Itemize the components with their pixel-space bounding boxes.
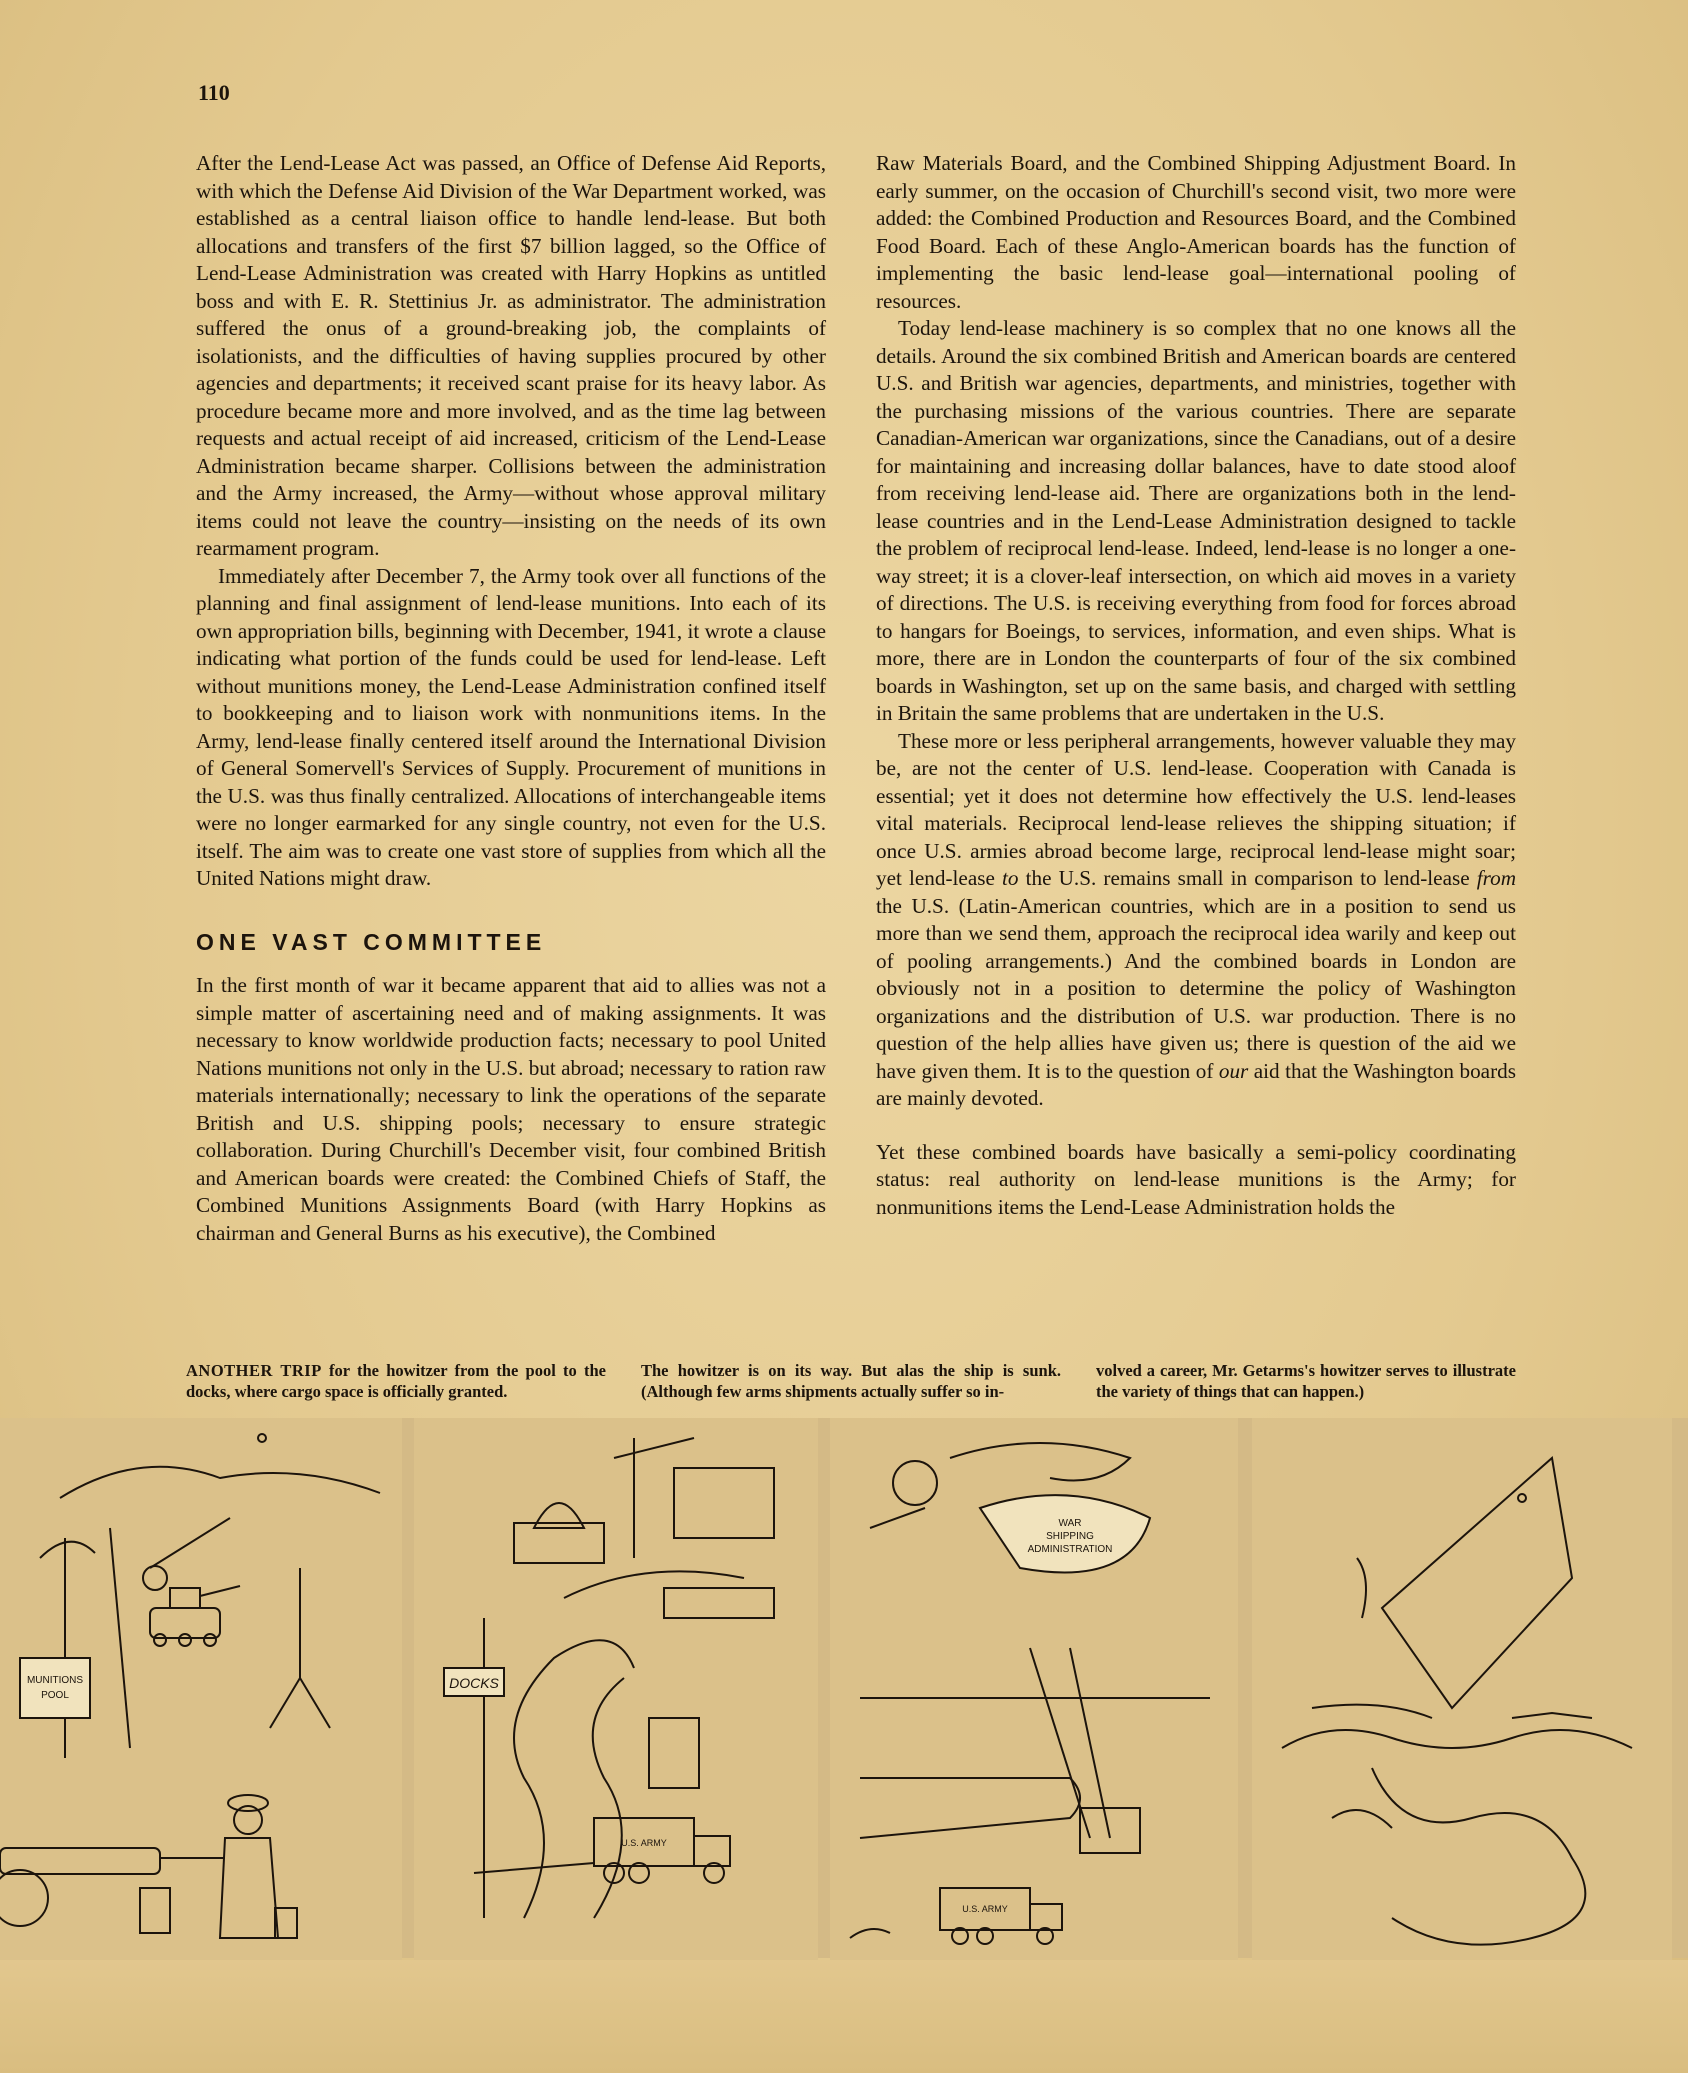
- gun-tripod-icon: [270, 1568, 330, 1728]
- illustration-road-to-docks: [414, 1418, 818, 1960]
- caption-label: ANOTHER TRIP: [186, 1361, 322, 1380]
- illustration-captions: [186, 1360, 1516, 1402]
- svg-text:ADMINISTRATION: ADMINISTRATION: [1027, 1544, 1113, 1555]
- paragraph: Yet these combined boards have basically a semi-policy coordinating status: real authority on lend-lease munitions is the Army; for nonmunitions items the Lend-Lease Administration holds the: [876, 1139, 1516, 1219]
- paragraph: Raw Materials Board, and the Combined Shipping Adjustment Board. In early summer, on the occasion of Churchill's second visit, two more were added: the Combined Production and Resources Board, and the Combined Food Board. Each of these Anglo-American boards has the function of implementing the basic lend-lease goal—international pooling of resources.: [876, 151, 1516, 313]
- svg-text:DOCKS: DOCKS: [449, 1675, 499, 1691]
- illustration-shipping-angel: [830, 1418, 1238, 1960]
- paragraph: Today lend-lease machinery is so complex that no one knows all the details. Around the six combined British and American boards are centered U.S. and British war agencies, departments, and ministries, together with the purchasing missions of the various countries. There are separate Canadian-American war organizations, since the Canadians, out of a desire for maintaining and increasing dollar balances, have to date stood aloof from receiving lend-lease aid. There are organizations both in the lend-lease countries and in the Lend-Lease Administration designed to tackle the problem of reciprocal lend-lease. Indeed, lend-lease is no longer a one-way street; it is a clover-leaf intersection, on which aid moves in a variety of directions. The U.S. is receiving everything from food for forces abroad to hangars for Boeings, to services, information, and even ships. What is more, there are in London the counterparts of four of the six combined boards in Washington, set up on the same basis, and charged with settling in Britain the same problems that are undertaken in the U.S.: [876, 316, 1516, 725]
- page-number: 110: [198, 80, 230, 105]
- section-heading: ONE VAST COMMITTEE: [196, 928, 547, 955]
- tank-icon: [150, 1586, 240, 1646]
- truck-icon: [940, 1888, 1062, 1944]
- paragraph: Immediately after December 7, the Army took over all functions of the planning and final assignment of lend-lease munitions. Into each of its own appropriation bills, beginning with December, 1941, it wrote a clause indicating what portion of the funds could be used for lend-lease. Left without munitions money, the Lend-Lease Administration confined itself to bookkeeping and to liaison work with nonmunitions items. In the Army, lend-lease finally centered itself around the International Division of General Somervell's Services of Supply. Procurement of munitions in the U.S. was thus finally centralized. Allocations of interchangeable items were no longer earmarked for any single country, not even for the U.S. itself. The aim was to create one vast store of supplies from which all the United Nations might draw.: [196, 563, 826, 890]
- caption-1: ANOTHER TRIP for the howitzer from the pool to the docks, where cargo space is officially granted.: [186, 1361, 606, 1401]
- cannon-icon: [143, 1518, 230, 1590]
- paragraph: In the first month of war it became apparent that aid to allies was not a simple matter of ascertaining need and of making assignments. It was necessary to know worldwide production facts; necessary to pool United Nations munitions not only in the U.S. but abroad; necessary to ration raw materials internationally; necessary to link the operations of the separate British and U.S. shipping pools; necessary to ensure strategic collaboration. During Churchill's December visit, four combined British and American boards were created: the Combined Chiefs of Staff, the Combined Munitions Assignments Board (with Harry Hopkins as chairman and General Burns as his executive), the Combined: [196, 973, 826, 1245]
- svg-text:U.S. ARMY: U.S. ARMY: [962, 1904, 1008, 1914]
- illustration-munitions-pool: [0, 1418, 402, 1960]
- caption-2: The howitzer is on its way. But alas the ship is sunk. (Although few arms shipments actually suffer so in-: [641, 1361, 1061, 1401]
- svg-text:WAR: WAR: [1058, 1518, 1082, 1529]
- svg-text:SHIPPING: SHIPPING: [1046, 1531, 1094, 1542]
- howitzer-icon: [0, 1848, 160, 1926]
- paragraph: After the Lend-Lease Act was passed, an Office of Defense Aid Reports, with which the Defense Aid Division of the War Department worked, was established as a central liaison office to handle lend-lease. But both allocations and transfers of the first $7 billion lagged, so the Office of Lend-Lease Administration was created with Harry Hopkins as untitled boss and with E. R. Stettinius Jr. as administrator. The administration suffered the onus of a ground-breaking job, the complaints of isolationists, and the difficulties of having supplies procured by other agencies and departments; it received scant praise for its heavy labor. As procedure became more and more involved, and as the time lag between requests and actual receipt of aid increased, criticism of the Lend-Lease Administration became sharper. Collisions between the administration and the Army increased, the Army—without whose approval military items could not leave the country—insisting on the needs of its own rearmament program.: [196, 151, 826, 560]
- man-icon: [160, 1795, 278, 1938]
- page-margin: [0, 1960, 1688, 2073]
- paragraph: These more or less peripheral arrangements, however valuable they may be, are not the center of U.S. lend-lease. Cooperation with Canada is essential; yet it does not determine how effectively the U.S. lend-leases vital materials. Reciprocal lend-lease relieves the shipping situation; if once U.S. armies abroad become large, reciprocal lend-lease might soar; yet lend-lease to the U.S. remains small in comparison to lend-lease from the U.S. (Latin-American countries, which are in a position to send us more than we send them, approach the reciprocal idea warily and keep out of pooling arrangements.) And the combined boards in London are obviously not in a position to determine the policy of Washington organizations and the distribution of U.S. war production. There is no question of the help allies have given us; there is question of the aid we have given them. It is to the question of our aid that the Washington boards are mainly devoted.: [876, 728, 1516, 1110]
- illustration-sinking-ship: [1252, 1418, 1672, 1960]
- svg-text:MUNITIONS: MUNITIONS: [26, 1675, 84, 1686]
- svg-text:U.S. ARMY: U.S. ARMY: [621, 1838, 667, 1848]
- caption-3: volved a career, Mr. Getarms's howitzer serves to illustrate the variety of things that can happen.): [1096, 1361, 1516, 1401]
- left-column: [196, 150, 826, 1247]
- svg-text:POOL: POOL: [41, 1690, 69, 1701]
- right-column: [876, 150, 1516, 1221]
